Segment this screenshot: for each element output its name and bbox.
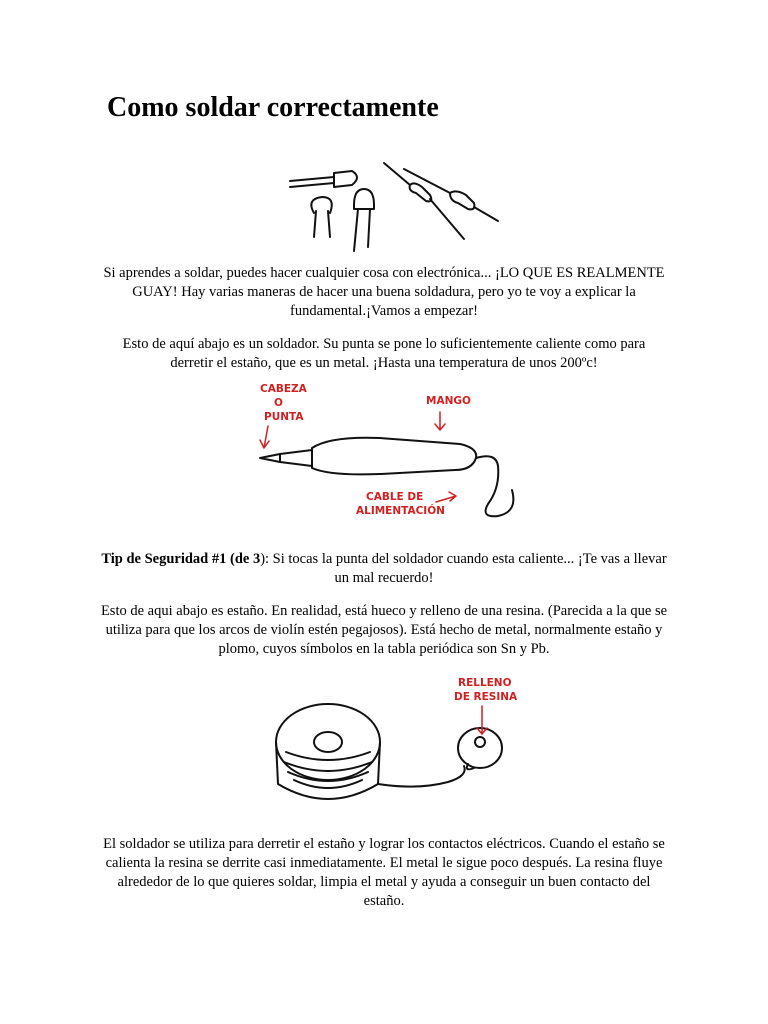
iron-paragraph: Esto de aquí abajo es un soldador. Su punta se pone lo suficientemente caliente como para derretir el estaño, que es un metal. ¡Hasta una temperatura de unos 200ºc! [122,336,646,371]
led-horizontal [290,171,357,187]
label-cable-1: CABLE DE [366,491,424,503]
iron-tip [260,454,280,462]
capacitor [311,197,331,237]
safety-tip-text: ): Si tocas la punta del soldador cuando esta caliente... ¡Te vas a llevar un mal recuerdo! [260,551,667,586]
usage-paragraph: El soldador se utiliza para derretir el estaño y lograr los contactos eléctricos. Cuando el estaño se calienta la resina se derrite casi inmediatamente. El metal le sigue poco después. La resina fluye alrededor de lo que quieres soldar, limpia el metal y ayuda a conseguir un buen contacto del estaño. [103,836,665,909]
label-tip-3: PUNTA [264,411,304,423]
safety-tip [100,550,668,588]
iron-cable [476,456,513,516]
solder-paragraph: Esto de aqui abajo es estaño. En realidad, está hueco y relleno de una resina. (Parecida a la que se utiliza para que los arcos de violín estén pegajosos). Está hecho de metal, normalmente estaño y plomo, cuyos símbolos en la tabla periódica son Sn y Pb. [100,603,668,657]
spool-front-flange [276,704,380,780]
label-resin-2: DE RESINA [454,691,518,703]
iron-handle [312,438,476,475]
safety-tip-title: Tip de Seguridad #1 (de 3 [101,551,261,567]
intro-paragraph: Si aprendes a soldar, puedes hacer cualquier cosa con electrónica... ¡LO QUE ES REALMENTE GUAY! Hay varias maneras de hacer una buena soldadura, pero yo te voy a explicar la fundamental.¡Vamos a empezar! [103,265,665,319]
led-upright [354,189,374,251]
page-title: Como soldar correctamente [107,92,439,123]
label-handle: MANGO [426,395,471,407]
iron-neck [280,450,312,466]
arrow-resin [477,706,487,734]
arrow-cable [436,492,456,502]
label-tip-1: CABEZA [260,383,307,395]
label-resin-1: RELLENO [458,677,512,689]
arrow-handle [435,412,445,430]
soldering-iron-illustration [250,378,530,528]
arrow-tip [260,426,269,448]
solder-spool-illustration [268,672,528,822]
components-illustration [284,155,504,255]
solder-wire [378,766,465,787]
label-tip-2: O [274,397,283,409]
label-cable-2: ALIMENTACIÓN [356,505,445,517]
